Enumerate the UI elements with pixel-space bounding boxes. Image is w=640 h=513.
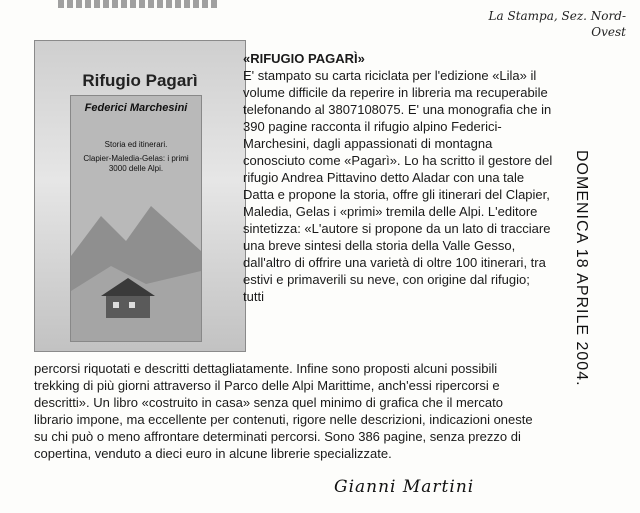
book-author: Federici Marchesini <box>84 102 188 114</box>
book-subtitle: Storia ed itinerari. <box>104 140 168 149</box>
author-signature: Gianni Martini <box>334 477 475 497</box>
article-paragraph-top: E' stampato su carta riciclata per l'edizione «Lila» il volume difficile da reperire in libreria ma recuperabile telefonando al 3807108075. E' una monografia che in 390 pagine racconta il rifugio alpino Federici-Marchesini, dagli appassionati di montagna conosciuto come «Pagarì». Lo ha scritto il gestore del rifugio Andrea Pittavino detto Aladar con una tale Datta e propone la storia, offre gli itinerari del Clapier, Maledia, Gelas i «primi» tremila delle Alpi. L'editore sintetizza: «L'autore si propone da un lato di tracciare una breve sintesi della storia della Valle Gesso, dall'altro di offrire una varietà di oltre 100 itinerari, tra estivi e primaverili su neve, con origine dal rifugio; tutti <box>243 68 553 304</box>
dateline: DOMENICA 18 APRILE 2004. <box>573 150 590 387</box>
mountain-hut-illustration <box>71 196 201 341</box>
article-paragraph-bottom: percorsi riquotati e descritti dettagliatamente. Infine sono proposti alcuni possibili trekking di più giorni attraverso il Parco delle Alpi Marittime, anch'essi ripercorsi e descritti». Un libro «costruito in casa» senza quel minimo di grafica che il mercato librario impone, ma eccellente per contenuti, rigore nelle descrizioni, indicazioni oneste su chi può o meno affrontare determinati percorsi. Sono 386 pagine, senza prezzo di copertina, venduto a dieci euro in alcune librerie specializzate. <box>34 361 533 461</box>
book-subtitle-2: Clapier-Maledia-Gelas: i primi 3000 delle Alpi. <box>83 154 189 173</box>
clipping-top-border <box>58 0 218 8</box>
newspaper-clipping <box>14 40 559 497</box>
book-cover-photo <box>34 40 246 352</box>
cover-caption-title: Rifugio Pagarì <box>82 71 198 90</box>
book-cover <box>70 95 202 342</box>
source-note: La Stampa, Sez. Nord-Ovest <box>488 9 626 39</box>
article-headline: «RIFUGIO PAGARÌ» <box>243 51 365 66</box>
article-column <box>243 50 553 305</box>
